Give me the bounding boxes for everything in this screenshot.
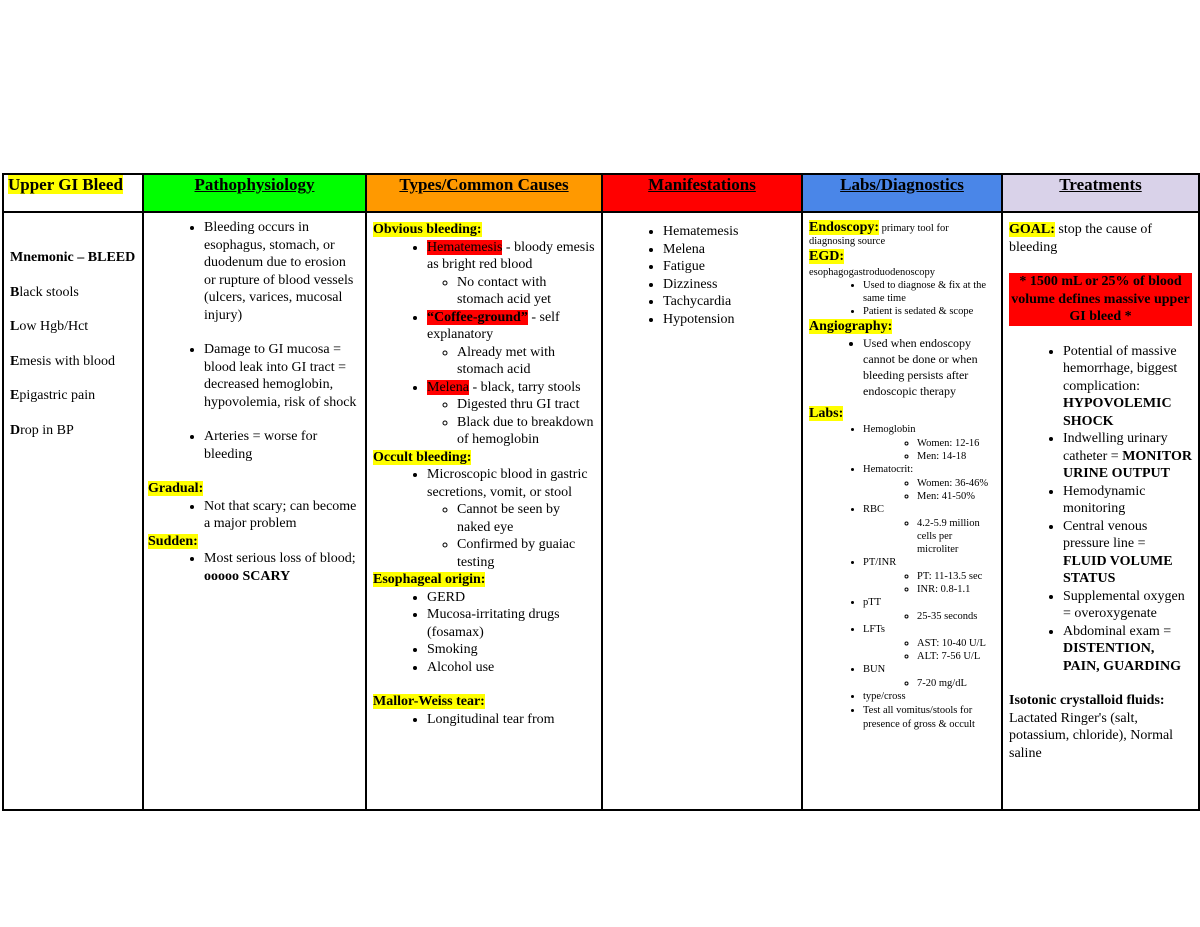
lab-bullet: • Hemoglobin ◦ Women: 12-16 ◦ Men: 14-18 — [863, 423, 995, 463]
lab-bullet: • BUN ◦ 7-20 mg/dL — [863, 663, 995, 690]
types-bullet: • Melena - black, tarry stools ◦ Digested thru GI tract ◦ Black due to breakdown of hemoglobin — [427, 379, 595, 449]
manifestation-item: • Tachycardia — [663, 293, 795, 311]
lab-bullet: • PT/INR ◦ PT: 11-13.5 sec ◦ INR: 0.8-1.1 — [863, 556, 995, 596]
occult-bleeding-label: Occult bleeding: — [373, 449, 472, 465]
patho-bullet: • Damage to GI mucosa = blood leak into GI tract = decreased hemoglobin, hypovolemia, risk of shock — [204, 341, 359, 411]
patho-bullet: • Bleeding occurs in esophagus, stomach, or duodenum due to erosion or rupture of blood vessels (ulcers, varices, mucosal injury) — [204, 219, 359, 324]
manifestation-item: • Fatigue — [663, 258, 795, 276]
mnemonic-item: Black stools — [10, 284, 79, 300]
angiography-label: Angiography: — [809, 318, 893, 334]
types-bullet: • Microscopic blood in gastric secretions, vomit, or stool ◦ Cannot be seen by naked eye ◦ Confirmed by guaiac testing — [427, 466, 595, 571]
types-bullet: • Hematemesis - bloody emesis as bright red blood ◦ No contact with stomach acid yet — [427, 239, 595, 309]
treatment-bullet: • Abdominal exam = DISTENTION, PAIN, GUARDING — [1063, 623, 1192, 676]
treatment-bullet: • Central venous pressure line = FLUID VOLUME STATUS — [1063, 518, 1192, 588]
types-sub-bullet: ◦ Confirmed by guaiac testing — [457, 536, 595, 571]
mnemonic-title: Mnemonic – BLEED — [10, 250, 136, 265]
massive-bleed-warning: * 1500 mL or 25% of blood volume defines massive upper GI bleed * — [1009, 273, 1192, 326]
types-bullet: • Alcohol use — [427, 659, 595, 677]
gradual-label: Gradual: — [148, 481, 204, 496]
types-bullet: • “Coffee-ground” - self explanatory ◦ Already met with stomach acid — [427, 309, 595, 379]
types-bullet: • GERD — [427, 589, 595, 607]
lab-bullet: • Used when endoscopy cannot be done or when bleeding persists after endoscopic therapy — [863, 335, 995, 399]
fluids-text: Lactated Ringer's (salt, potassium, chloride), Normal saline — [1009, 710, 1174, 761]
patho-bullet: • Arteries = worse for bleeding — [204, 428, 359, 463]
header-manifestations: Manifestations — [602, 174, 802, 212]
endoscopy-line: Endoscopy: primary tool for diagnosing source — [809, 220, 949, 247]
manifestations-cell — [602, 212, 802, 810]
patho-bullet: • Not that scary; can become a major problem — [204, 498, 359, 533]
header-treatments: Treatments — [1002, 174, 1199, 212]
manifestation-item: • Dizziness — [663, 276, 795, 294]
lab-bullet: • pTT ◦ 25-35 seconds — [863, 596, 995, 623]
mallory-weiss-label: Mallor-Weiss tear: — [373, 694, 485, 709]
lab-bullet: • LFTs ◦ AST: 10-40 U/L ◦ ALT: 7-56 U/L — [863, 623, 995, 663]
content-row — [3, 212, 1199, 810]
manifestation-item: • Hypotension — [663, 311, 795, 329]
goal-line: GOAL: stop the cause of bleeding — [1009, 222, 1153, 255]
treatment-bullet: • Indwelling urinary catheter = MONITOR URINE OUTPUT — [1063, 430, 1192, 483]
fluids-label: Isotonic crystalloid fluids: — [1009, 693, 1165, 708]
treatments-cell — [1002, 212, 1199, 810]
header-row — [3, 174, 1199, 212]
mnemonic-cell — [3, 212, 143, 810]
types-causes-cell — [366, 212, 602, 810]
types-bullet: • Mucosa-irritating drugs (fosamax) — [427, 606, 595, 641]
lab-bullet: • type/cross — [863, 690, 995, 704]
egd-full: esophagogastroduodenoscopy — [809, 266, 935, 278]
lab-bullet: • Used to diagnose & fix at the same time — [863, 279, 995, 305]
lab-bullet: • Patient is sedated & scope — [863, 305, 995, 318]
header-types-common-causes: Types/Common Causes — [366, 174, 602, 212]
egd-label: EGD: — [809, 249, 844, 264]
pathophysiology-cell — [143, 212, 366, 810]
manifestation-item: • Hematemesis — [663, 223, 795, 241]
patho-bullet: • Most serious loss of blood; ooooo SCARY — [204, 550, 359, 585]
labs-label: Labs: — [809, 406, 844, 421]
sudden-label: Sudden: — [148, 533, 198, 549]
manifestation-item: • Melena — [663, 241, 795, 259]
types-sub-bullet: ◦ Digested thru GI tract — [457, 396, 595, 414]
lab-bullet: • Hematocrit: ◦ Women: 36-46% ◦ Men: 41-50% — [863, 463, 995, 503]
header-labs-diagnostics: Labs/Diagnostics — [802, 174, 1002, 212]
types-sub-bullet: ◦ Cannot be seen by naked eye — [457, 501, 595, 536]
header-pathophysiology: Pathophysiology — [143, 174, 366, 212]
mnemonic-item: Drop in BP — [10, 422, 74, 438]
upper-gi-bleed-table — [2, 173, 1200, 811]
treatment-bullet: • Supplemental oxygen = overoxygenate — [1063, 588, 1192, 623]
types-sub-bullet: ◦ Already met with stomach acid — [457, 344, 595, 379]
types-sub-bullet: ◦ No contact with stomach acid yet — [457, 274, 595, 309]
header-upper-gi-bleed: Upper GI Bleed — [3, 174, 143, 212]
types-sub-bullet: ◦ Black due to breakdown of hemoglobin — [457, 414, 595, 449]
lab-bullet: • Test all vomitus/stools for presence of gross & occult — [863, 704, 995, 732]
mnemonic-item: Emesis with blood — [10, 353, 116, 369]
mnemonic-item: Epigastric pain — [10, 388, 96, 403]
mnemonic-item: Low Hgb/Hct — [10, 319, 89, 334]
types-bullet: • Smoking — [427, 641, 595, 659]
esophageal-origin-label: Esophageal origin: — [373, 572, 486, 587]
treatment-bullet: • Potential of massive hemorrhage, biggest complication: HYPOVOLEMIC SHOCK — [1063, 343, 1192, 431]
types-bullet: • Longitudinal tear from — [427, 711, 595, 729]
treatment-bullet: • Hemodynamic monitoring — [1063, 483, 1192, 518]
lab-bullet: • RBC ◦ 4.2-5.9 million cells per microliter — [863, 503, 995, 556]
labs-diagnostics-cell — [802, 212, 1002, 810]
obvious-bleeding-label: Obvious bleeding: — [373, 222, 482, 237]
